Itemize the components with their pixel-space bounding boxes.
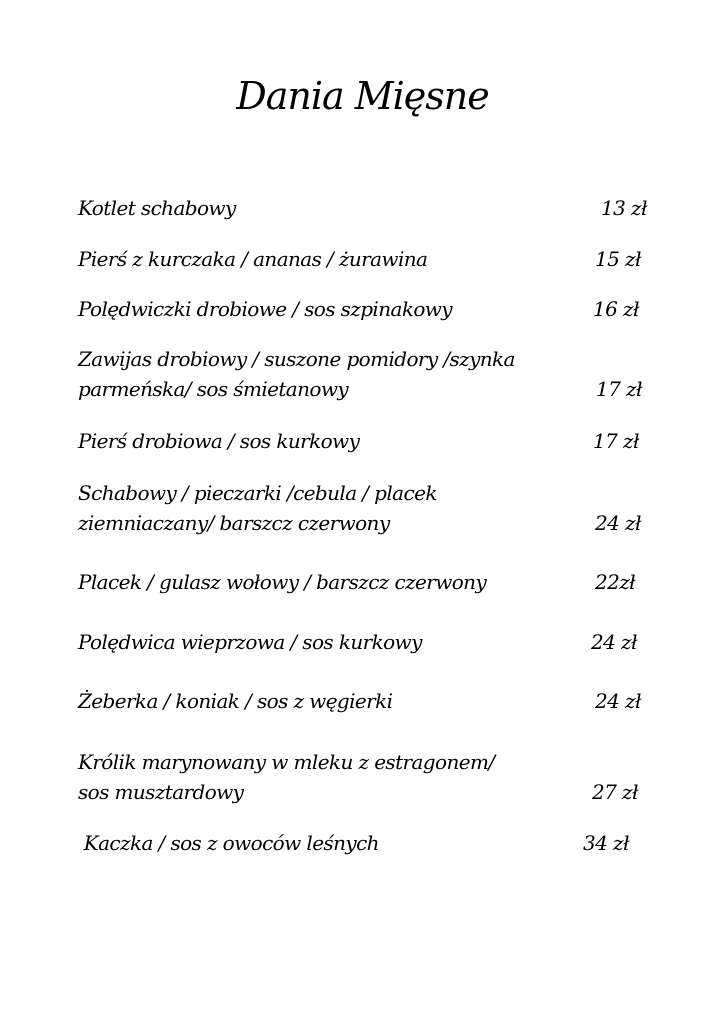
- menu-item-name-continued: sos musztardowy: [78, 780, 244, 804]
- menu-item-price: 13 zł: [601, 196, 647, 220]
- menu-item-price: 27 zł: [592, 780, 638, 804]
- menu-item-poledwiczki-drobiowe: [78, 294, 639, 324]
- menu-item-price: 15 zł: [595, 247, 641, 271]
- menu-item-price: 34 zł: [583, 831, 629, 855]
- menu-item-name: Kotlet schabowy: [78, 196, 236, 220]
- menu-item-name: Królik marynowany w mleku z estragonem/: [78, 750, 495, 774]
- menu-item-name: Kaczka / sos z owoców leśnych: [78, 831, 379, 855]
- menu-item-zeberka: [78, 686, 641, 716]
- menu-item-poledwica-wieprzowa: [78, 627, 637, 657]
- menu-item-kotlet-schabowy: [78, 193, 647, 223]
- menu-item-zawijas-drobiowy: [78, 344, 642, 404]
- menu-item-placek-gulasz: [78, 567, 636, 597]
- menu-item-name: Polędwiczki drobiowe / sos szpinakowy: [78, 297, 453, 321]
- menu-item-kaczka: [78, 828, 629, 858]
- menu-item-piers-drobiowa: [78, 426, 639, 456]
- menu-item-name: Zawijas drobiowy / suszone pomidory /szynka: [78, 347, 515, 371]
- menu-item-price: 24 zł: [591, 630, 637, 654]
- menu-item-name: Żeberka / koniak / sos z węgierki: [78, 689, 393, 713]
- menu-item-piers-z-kurczaka: [78, 244, 641, 274]
- menu-item-name: Schabowy / pieczarki /cebula / placek: [78, 481, 437, 505]
- menu-item-name: Pierś z kurczaka / ananas / żurawina: [78, 247, 428, 271]
- menu-item-name: Pierś drobiowa / sos kurkowy: [78, 429, 360, 453]
- menu-item-price: 24 zł: [595, 689, 641, 713]
- menu-item-price: 17 zł: [593, 429, 639, 453]
- menu-item-price: 24 zł: [595, 511, 641, 535]
- menu-item-name: Polędwica wieprzowa / sos kurkowy: [78, 630, 422, 654]
- menu-item-schabowy-placek: [78, 478, 641, 538]
- menu-item-krolik: [78, 747, 638, 807]
- page-title: Dania Mięsne: [236, 74, 489, 118]
- menu-item-name-continued: parmeńska/ sos śmietanowy: [78, 377, 349, 401]
- menu-item-name-continued: ziemniaczany/ barszcz czerwony: [78, 511, 390, 535]
- menu-item-price: 17 zł: [596, 377, 642, 401]
- menu-item-price: 16 zł: [593, 297, 639, 321]
- menu-item-price: 22zł: [595, 570, 636, 594]
- menu-item-name: Placek / gulasz wołowy / barszcz czerwony: [78, 570, 487, 594]
